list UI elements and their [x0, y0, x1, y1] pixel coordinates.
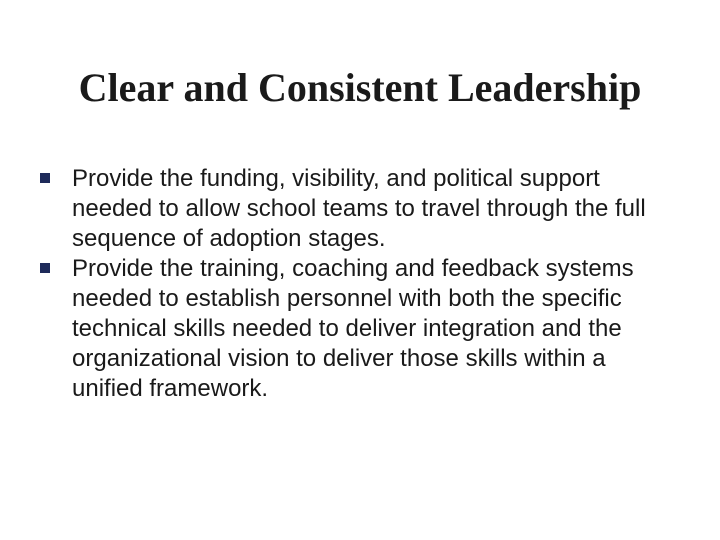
bullet-item: [40, 254, 680, 404]
bullet-text: Provide the funding, visibility, and political support needed to allow school teams to travel through the full sequence of adoption stages.: [72, 165, 646, 252]
square-bullet-icon: [40, 263, 50, 273]
bullet-list: [40, 164, 680, 404]
bullet-item: [40, 164, 680, 254]
square-bullet-icon: [40, 173, 50, 183]
slide-title: Clear and Consistent Leadership: [78, 65, 642, 110]
bullet-text: Provide the training, coaching and feedback systems needed to establish personnel with both the specific technical skills needed to deliver integration and the organizational vision to deliver those skills within a unified framework.: [72, 255, 634, 402]
